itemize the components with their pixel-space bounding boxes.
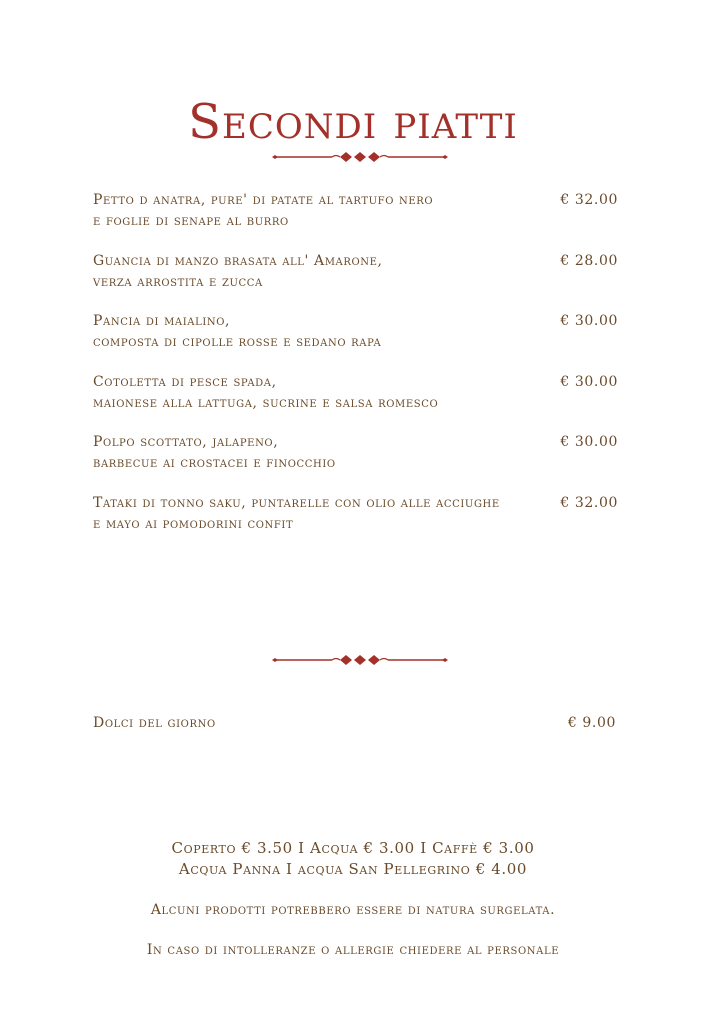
pricing-footer [0, 838, 706, 880]
dish-line-2: e mayo ai pomodorini confit [93, 515, 294, 532]
dish-description [93, 311, 558, 353]
dish-item [93, 190, 618, 251]
dessert-price: € 9.00 [567, 715, 616, 731]
dish-description [93, 372, 558, 414]
dish-description [93, 251, 558, 293]
dish-item [93, 432, 618, 493]
dish-price: € 30.00 [560, 313, 618, 329]
page-title: Secondi piatti [188, 94, 518, 150]
dish-item [93, 493, 618, 554]
dish-item [93, 311, 618, 372]
dish-price: € 30.00 [560, 373, 618, 390]
dish-item [93, 251, 618, 312]
dish-line-1: Polpo scottato, jalapeno, [93, 434, 279, 450]
dish-price: € 30.00 [560, 434, 618, 450]
dessert-label: Dolci del giorno [93, 715, 216, 731]
dish-price: € 32.00 [560, 494, 618, 511]
dish-line-2: barbecue ai crostacei e finocchio [93, 455, 336, 471]
dish-description [93, 493, 558, 535]
dish-line-2: verza arrostita e zucca [93, 273, 263, 290]
frozen-products-note: Alcuni prodotti potrebbero essere di natura surgelata. [150, 902, 556, 918]
dish-price: € 32.00 [560, 192, 618, 208]
dish-line-1: Tataki di tonno saku, puntarelle con olio alle acciughe [93, 494, 500, 511]
dish-line-2: maionese alla lattuga, sucrine e salsa romesco [93, 394, 439, 411]
water-price-line: Acqua Panna I acqua San Pellegrino € 4.00 [178, 860, 528, 878]
dessert-item [93, 713, 616, 734]
cover-charge-line: Coperto € 3.50 I Acqua € 3.00 I Caffè € 3.00 [171, 839, 535, 857]
dish-line-2: composta di cipolle rosse e sedano rapa [93, 334, 382, 350]
allergy-note: In caso di intolleranze o allergie chiedere al personale [146, 942, 560, 958]
dish-description [93, 432, 558, 474]
ornament-divider-top [270, 150, 450, 164]
dish-price: € 28.00 [560, 252, 618, 269]
dish-list [93, 190, 618, 553]
dish-description [93, 190, 558, 232]
dish-line-1: Pancia di maialino, [93, 313, 231, 329]
dish-line-2: e foglie di senape al burro [93, 213, 289, 229]
dish-item [93, 372, 618, 433]
dish-line-1: Petto d anatra, pure' di patate al tartufo nero [93, 192, 434, 208]
dish-line-1: Cotoletta di pesce spada, [93, 373, 277, 390]
ornament-divider-bottom [270, 653, 450, 667]
dish-line-1: Guancia di manzo brasata all' Amarone, [93, 252, 383, 269]
